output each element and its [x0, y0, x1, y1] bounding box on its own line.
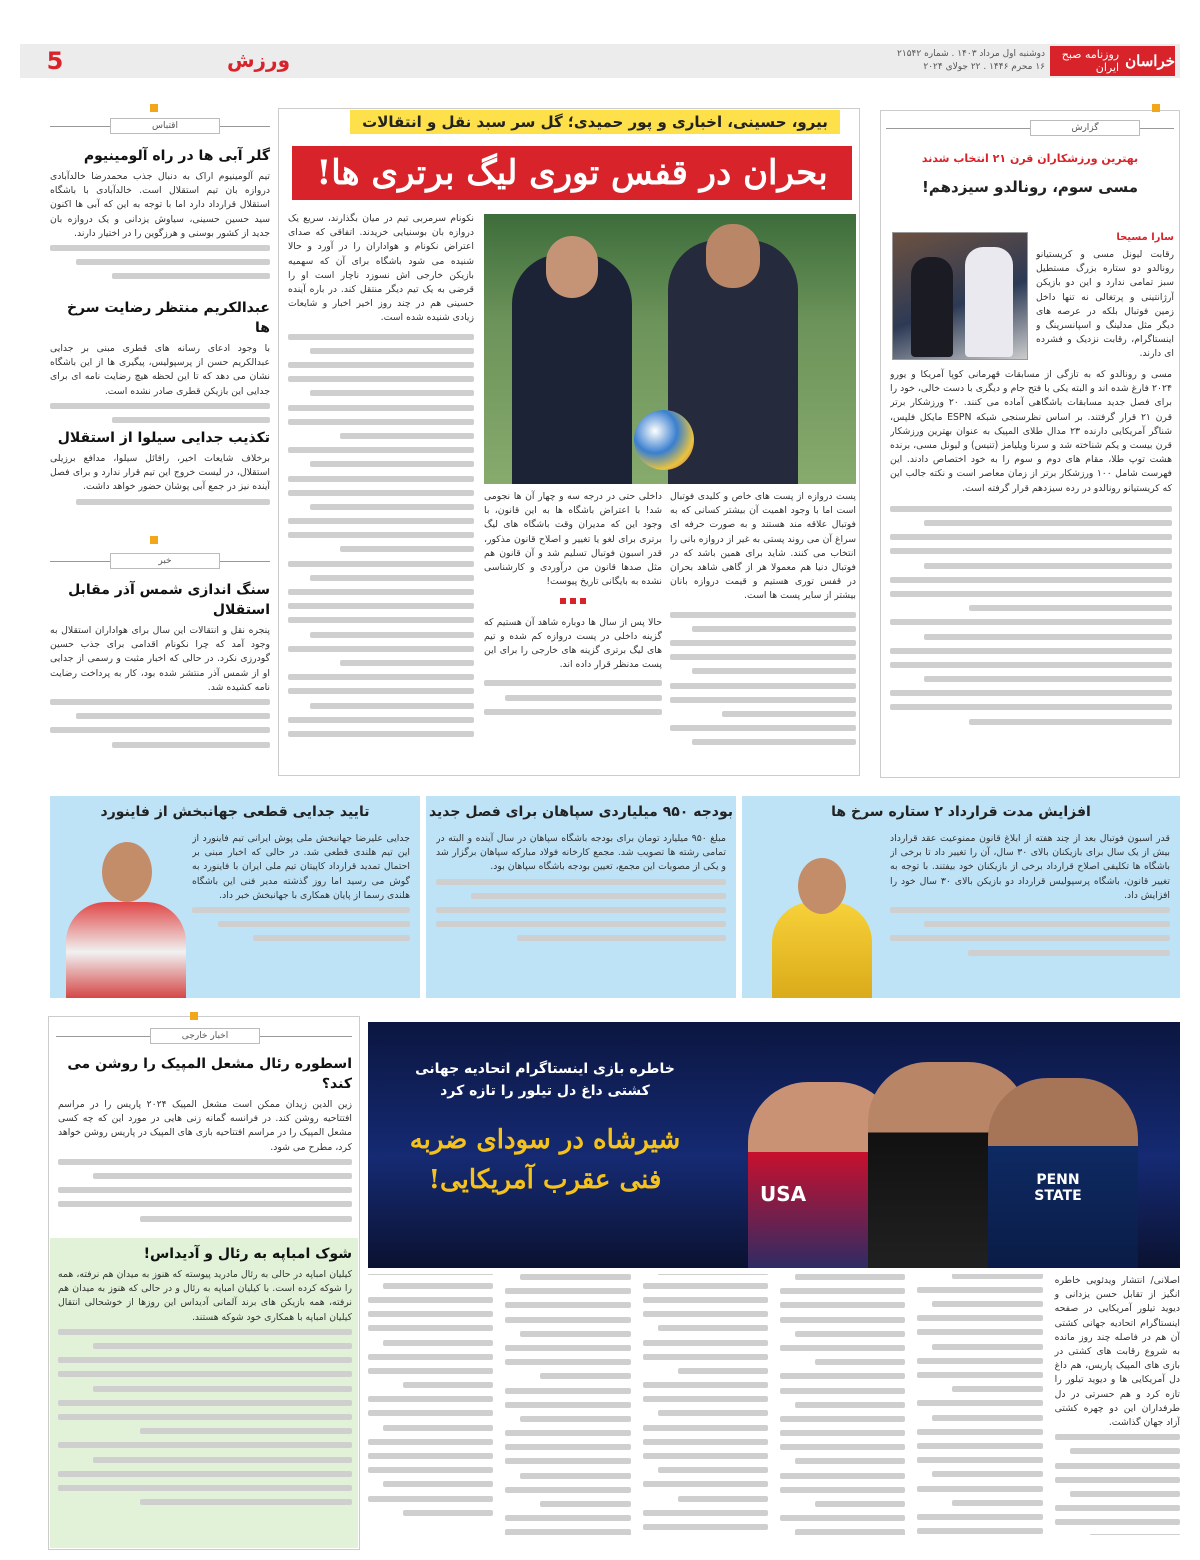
- main-article-col1: [288, 212, 474, 768]
- foreign-item-2-body: [58, 1268, 352, 1538]
- news-box-sepahan-title: بودجه ۹۵۰ میلیاردی سپاهان برای فصل جدید: [428, 804, 734, 820]
- report-lead: رقابت لیونل مسی و کریستیانو رونالدو دو ستاره بزرگ مستطیل سبز تمامی ندارد و این دو بازیکن آرژانتینی و پرتغالی نه تنها داخل زمین فوتبال بلکه در عرصه های دیگر مثل مدلینگ و اسپانسرینگ و اینستاگرام، رقابت نزدیک و فشرده ای دارند.: [1036, 249, 1174, 360]
- news-box-jahanbakhsh-text: جدایی علیرضا جهانبخش ملی پوش ایرانی تیم فاینورد از این تیم هلندی قطعی شد. در حالی که اخبار مبنی بر احتمال تمدید قرارداد کاپیتان تیم ملی ایران با فاینورد به گوش می رسید اما روز گذشته مدیر فنی این باشگاه هلندی رسما از پایان همکاری با جهانبخش خبر داد.: [192, 833, 410, 901]
- left-item-1: [50, 146, 270, 288]
- left-item-4-text: پنجره نقل و انتقالات این سال برای هواداران استقلال به وجود آمد که چرا نکونام اقدامی برای جذب حسین گودرزی نکرد. در حالی که اخبار مثبت و رسمی از جدایی او از شمس آذر منتشر شده بود، کار به پرداخت رضایت نامه کشیده شد.: [50, 625, 270, 693]
- left-item-3-text: برخلاف شایعات اخیر، رافائل سیلوا، مدافع برزیلی استقلال، در لیست خروج این تیم قرار ندارد و برای فصل آینده نیز در جمع آبی پوشان حضور خواهد داشت.: [50, 453, 270, 493]
- issue-date-line2: ۱۶ محرم ۱۴۴۶ . ۲۲ جولای ۲۰۲۴: [923, 62, 1045, 72]
- left-item-4: [50, 580, 270, 764]
- main-article-col2: [484, 490, 662, 768]
- left-item-3: [50, 428, 270, 542]
- foreign-item-2: [58, 1244, 352, 1538]
- main-article-col2b-text: حالا پس از سال ها دوباره شاهد آن هستیم که گزینه داخلی در پست دروازه کم شده و تیم های لیگ برتری گزینه های خارجی را برای این پست مدنظر قرار داده اند.: [484, 616, 662, 671]
- left-item-1-body: [50, 170, 270, 288]
- main-article-col3-text: پست دروازه از پست های خاص و کلیدی فوتبال است اما با وجود اهمیت آن بیشتر کسانی که به فوتبال علاقه مند هستند و به صورت حرفه ای سراغ آن می روند پستی به غیر از دروازه بانی را انتخاب می کنند. شاید برای همین باشد که در فوتبال دنیا هم معمولا هر از گاهی شاهد بحران در قفس توری هستیم و قیمت دروازه بانان بیشتر از سایر پست ها است.: [670, 491, 856, 602]
- wrestler-shirt-usa: USA: [760, 1182, 807, 1206]
- foreign-news-tick: [190, 1012, 198, 1020]
- page-number: 5: [46, 47, 64, 75]
- foreign-item-1-headline: اسطوره رئال مشعل المپیک را روشن می کند؟: [67, 1056, 352, 1092]
- main-article-col2-text: داخلی حتی در درجه سه و چهار آن ها نجومی شد! با اعتراض باشگاه ها به این قانون، با وجود این که مدیران وقت باشگاه های لیگ برتری برای لغو یا تغییر و اصلاح قانون مذکور، قدر اسبون فوتبال تسلیم شد و آن قانون هم مثل صدها قانون من درآوردی و کارشناسی نشده به بایگانی تاریخ پیوست!: [484, 491, 662, 588]
- left-col-tick-2: [150, 536, 158, 544]
- main-article-col1-text: نکونام سرمربی تیم در میان بگذارند، سریع یک دروازه بان بوسنیایی خریدند. اتفاقی که صدای اعتراض نکونام و هواداران را در آورد و حالا شنیده می شود باشگاه برای آن که سهمیه بازیکن خارجی اش نسوزد ناچار است او را قرضی به یک تیم دیگر منتقل کند. در باره آینده حسینی هم در چند روز اخیر اخبار و شایعات زیادی شنیده شده است.: [288, 213, 474, 324]
- brand-name: خراسان: [1125, 52, 1175, 70]
- news-box-persepolis-body: [890, 832, 1170, 992]
- news-box-sepahan-text: مبلغ ۹۵۰ میلیارد تومان برای بودجه باشگاه سپاهان در سال آینده و البته در تمامی رشته ها تصویب شد. مجمع کارخانه فولاد مبارکه سپاهان برگزار شد و یکی از مصوبات این مجمع، تعیین بودجه باشگاه سپاهان بود.: [436, 833, 726, 873]
- news-box-sepahan-body: [436, 832, 726, 992]
- news-box-persepolis-title: افزایش مدت قرارداد ۲ ستاره سرخ ها: [831, 804, 1091, 820]
- left-item-1-text: تیم آلومینیوم اراک به دنبال جذب محمدرضا خالدآبادی دروازه بان تیم استقلال است. خالدآبادی با باشگاه استقلال قرارداد دارد اما با توجه به این که آبی ها اکنون سید حسین حسینی، سیاوش یزدانی و یک دروازه بان جدید از کشور بوسنی و هرزگوین را در اختیار دارند.: [50, 171, 270, 239]
- foreign-item-2-text: کیلیان امباپه در حالی به رئال مادرید پیوسته که هنوز به میدان هم نرفته، همه را شوکه کرده است. با کیلیان امباپه به رئال و در حالی که هنوز به میدان هم نرفته، همه بازیکن های برند آلمانی آدیداس این روزها از خوشحالی انتقال کیلیان امباپه با همکاری خود شوکه هستند.: [58, 1269, 352, 1323]
- news-box-persepolis-photo: [762, 852, 882, 998]
- foreign-item-1: [58, 1054, 352, 1248]
- wrestler-shirt-penn-state: PENN STATE: [1034, 1172, 1082, 1204]
- news-box-persepolis: [742, 796, 1180, 998]
- news-box-jahanbakhsh: [50, 796, 420, 998]
- issue-date-line1: دوشنبه اول مرداد ۱۴۰۳ . شماره ۲۱۵۴۲: [897, 49, 1045, 59]
- wrestling-article-body: [368, 1274, 1180, 1550]
- report-title: مسی سوم، رونالدو سیزدهم!: [922, 178, 1138, 196]
- section-title: ورزش: [226, 48, 290, 72]
- main-article-col3: [670, 490, 856, 768]
- wrestling-subtitle: خاطره بازی اینستاگرام اتحادیه جهانی کشتی داغ دل تیلور را تازه کرد: [415, 1061, 675, 1099]
- wrestling-article-text: اصلانی/ انتشار ویدئویی خاطره انگیز از تقابل حسن یزدانی و دیوید تیلور آمریکایی در صفحه اینستاگرام اتحادیه جهانی کشتی آن هم در فاصله چند روز مانده به شروع رقابت های کشتی در بازی های المپیک پاریس، هم داغ دل آمریکایی ها و دیوید تیلور را تازه کرد و هم حسرتی در دل طرفداران این دو چهره کشتی آزاد جهان گذاشت.: [1054, 1275, 1180, 1429]
- issue-date: [840, 48, 1045, 74]
- left-item-4-headline: سنگ اندازی شمس آذر مقابل استقلال: [68, 582, 270, 618]
- foreign-item-1-body: [58, 1098, 352, 1248]
- left-tag: اقتباس: [110, 118, 220, 134]
- news-box-persepolis-text: قدر اسبون فوتبال بعد از چند هفته از ابلاغ قانون ممنوعیت عقد قرارداد بیش از یک سال برای بازیکنان بالای ۳۰ سال، آن را تغییر داد تا برخی از باشگاه ها تکلیفی اصلاح قرارداد برخی از بازیکنان خود بیفتند. با توجه به تغییر قانون، باشگاه پرسپولیس قرارداد دو بازیکن بالای ۳۰ سال خود را افزایش داد.: [890, 833, 1170, 901]
- news-box-sepahan: [426, 796, 736, 998]
- report-author: سارا مسیحا: [1116, 232, 1174, 243]
- report-kicker: بهترین ورزشکاران قرن ۲۱ انتخاب شدند: [921, 152, 1139, 165]
- wrestling-title: شیرشاه در سودای ضربه فنی عقرب آمریکایی!: [409, 1125, 681, 1195]
- left-item-2-text: با وجود ادعای رسانه های قطری مبنی بر جدایی عبدالکریم حسن از پرسپولیس، پیگیری ها از این باشگاه نشان می دهد که تا این لحظه هیچ رضایت نامه ای برای جدایی این بازیکن قطری صادر نشده است.: [50, 343, 270, 397]
- report-body-text: مسی و رونالدو که به تازگی از مسابقات قهرمانی کوپا آمریکا و یورو ۲۰۲۴ فارغ شده اند و البته یکی با فتح جام و دیگری با دست خالی، خود را برای فصل جدید مسابقات باشگاهی آماده می کنند. ۲۰ ورزشکار برتر قرن ۲۱ قرار گرفتند. بر اساس نظرسنجی شبکه ESPN مایکل فلپس، شناگر آمریکایی دارنده ۲۳ مدال طلای المپیک به عنوان بهترین ورزشکار قرن بیست و یکم شناخته شد و سرنا ویلیامز (تنیس) و لیونل مسی، برنده هشت توپ طلا، مقام های دوم و سوم را به خود اختصاص دادند. این فهرست شامل ۱۰۰ ورزشکار برتر از زمان معاصر است و نکته جالب این که کریستیانو رونالدو در رده سیزدهم قرار گرفته است.: [890, 369, 1172, 494]
- foreign-item-2-headline: شوک امباپه به رئال و آدیداس!: [143, 1246, 352, 1262]
- left-item-3-body: [50, 452, 270, 542]
- brand-subtitle: روزنامه صبح ایران: [1061, 48, 1120, 74]
- report-tag: گزارش: [1030, 120, 1140, 136]
- report-body: [890, 368, 1172, 768]
- main-article-photo-goalkeepers: [484, 214, 856, 484]
- newspaper-logo: [1050, 46, 1175, 76]
- main-article-title: بحران در قفس توری لیگ برتری ها!: [292, 146, 852, 200]
- left-col-tick: [150, 104, 158, 112]
- report-photo-messi-ronaldo: [892, 232, 1028, 360]
- news-box-jahanbakhsh-title: تایید جدایی قطعی جهانبخش از فاینورد: [100, 804, 370, 820]
- main-article-kicker: بیرو، حسینی، اخباری و پور حمیدی؛ گل سر سبد نقل و انتقالات: [350, 110, 840, 134]
- article-separator: [484, 595, 662, 609]
- news-box-jahanbakhsh-photo: [58, 832, 194, 998]
- left-item-3-headline: تکذیب جدایی سیلوا از استقلال: [57, 430, 270, 446]
- left-item-1-headline: گلر آبی ها در راه آلومینیوم: [83, 148, 270, 164]
- foreign-item-1-text: زین الدین زیدان ممکن است مشعل المپیک ۲۰۲۴ پاریس را در مراسم افتتاحیه روشن کند. در فرانسه گمانه زنی هایی در مورد این که چه کسی مشعل المپیک را در مراسم افتتاحیه بازی های المپیک در پاریس روشن خواهد کرد، مطرح می شود.: [58, 1099, 352, 1153]
- left-item-2-headline: عبدالکریم منتظر رضایت سرخ ها: [66, 300, 270, 336]
- foreign-news-tag: اخبار خارجی: [150, 1028, 260, 1044]
- news-box-jahanbakhsh-body: [192, 832, 410, 992]
- left-tag-2: خبر: [110, 553, 220, 569]
- report-tick: [1152, 104, 1160, 112]
- left-item-4-body: [50, 624, 270, 764]
